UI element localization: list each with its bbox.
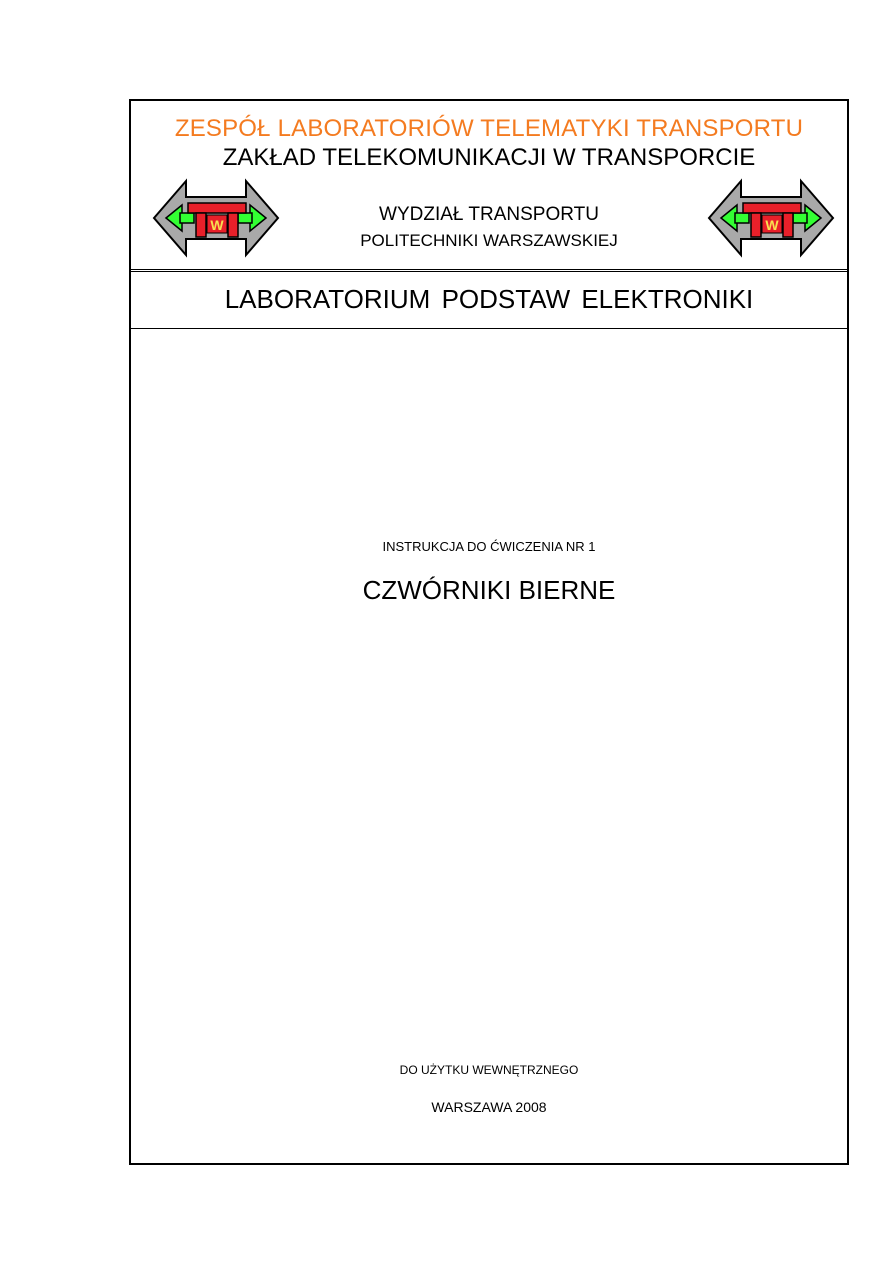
- svg-text:W: W: [210, 217, 224, 233]
- double-rule: [131, 269, 847, 272]
- header: [131, 101, 847, 269]
- svg-text:W: W: [765, 217, 779, 233]
- header-line-2: ZAKŁAD TELEKOMUNIKACJI W TRANSPORCIE: [222, 144, 756, 171]
- header-line-3: WYDZIAŁ TRANSPORTU: [379, 204, 599, 225]
- internal-use-note: DO UŻYTKU WEWNĘTRZNEGO: [399, 1063, 579, 1077]
- header-line-1: ZESPÓŁ LABORATORIÓW TELEMATYKI TRANSPORTU: [174, 115, 804, 142]
- instruction-line: INSTRUKCJA DO ĆWICZENIA NR 1: [382, 539, 596, 554]
- city-year: WARSZAWA 2008: [431, 1099, 547, 1115]
- section-rule: [131, 328, 847, 329]
- lab-title: LABORATORIUM PODSTAW ELEKTRONIKI: [224, 284, 754, 314]
- exercise-title: CZWÓRNIKI BIERNE: [362, 575, 616, 605]
- header-line-4: POLITECHNIKI WARSZAWSKIEJ: [360, 231, 618, 250]
- document-frame: [129, 99, 849, 1165]
